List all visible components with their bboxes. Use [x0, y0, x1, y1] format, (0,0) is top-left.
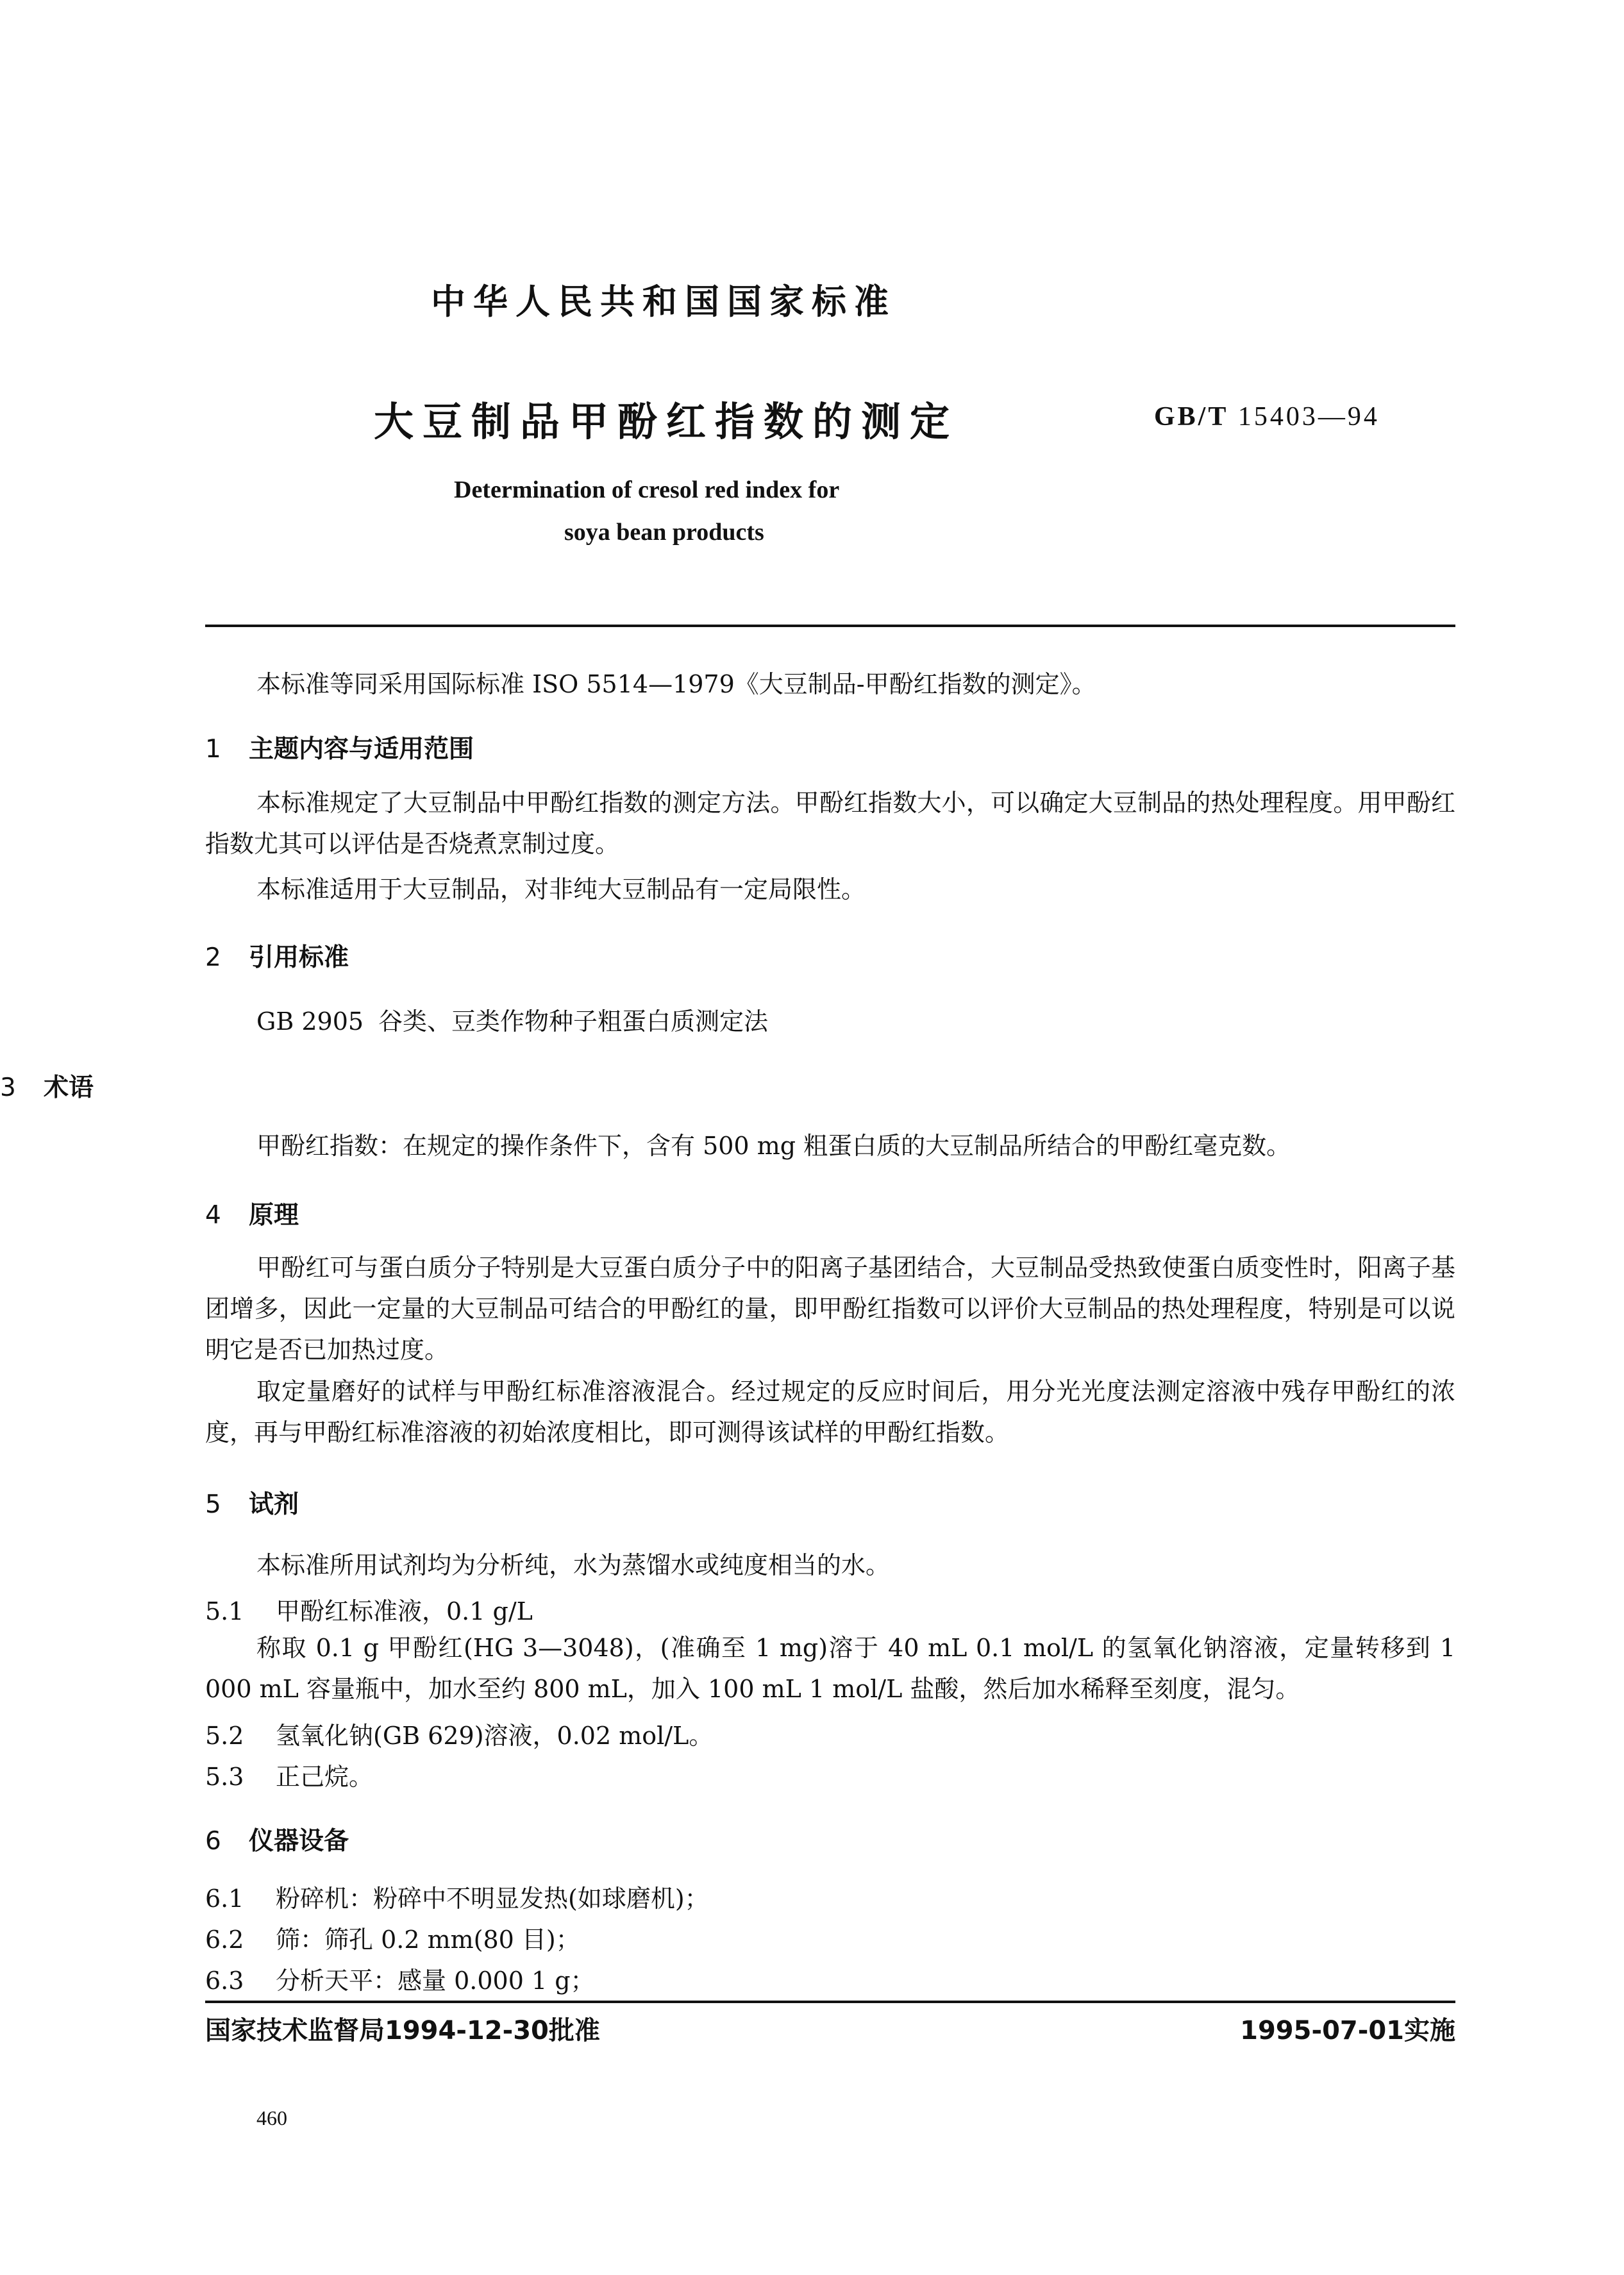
section-2-heading: [205, 937, 349, 973]
section-number: 5: [205, 1490, 221, 1519]
item-text: 分析天平：感量 0.000 1 g；: [276, 1967, 595, 1995]
section-number: 1: [205, 735, 221, 764]
item-6-2: [205, 1920, 580, 1955]
section-title: 试剂: [249, 1490, 299, 1519]
standard-number: [1154, 401, 1380, 432]
item-number: 6.1: [205, 1885, 244, 1913]
approval-note: 国家技术监督局1994-12-30批准: [205, 2016, 600, 2045]
header-divider: [205, 625, 1455, 627]
item-6-3: [205, 1961, 595, 1996]
item-text: 甲酚红标准液，0.1 g/L: [276, 1597, 533, 1625]
item-text: 粉碎机：粉碎中不明显发热(如球磨机)；: [276, 1885, 709, 1913]
english-title-line2: soya bean products: [564, 519, 764, 546]
section-number: 3: [0, 1073, 16, 1102]
item-text: 正己烷。: [276, 1763, 374, 1791]
section-3-paragraph: 甲酚红指数：在规定的操作条件下，含有 500 mg 粗蛋白质的大豆制品所结合的甲酚红毫克数。: [256, 1132, 1291, 1160]
item-text: 筛：筛孔 0.2 mm(80 目)；: [276, 1926, 580, 1954]
section-title: 仪器设备: [249, 1827, 349, 1856]
implementation-date: 1995-07-01实施: [1240, 2016, 1455, 2045]
item-5-3: [205, 1757, 373, 1792]
section-5-paragraph: 本标准所用试剂均为分析纯，水为蒸馏水或纯度相当的水。: [256, 1551, 891, 1579]
section-3-heading: [0, 1068, 94, 1104]
section-6-heading: [205, 1821, 349, 1857]
item-6-1: [205, 1879, 709, 1914]
item-number: 6.2: [205, 1926, 244, 1954]
section-number: 2: [205, 943, 221, 972]
item-5-1: [205, 1591, 533, 1627]
intro-paragraph: 本标准等同采用国际标准 ISO 5514—1979《大豆制品-甲酚红指数的测定》。: [256, 670, 1096, 698]
section-5-heading: [205, 1484, 299, 1520]
standard-code: 15403—94: [1237, 402, 1380, 432]
section-4-paragraph-1: 甲酚红可与蛋白质分子特别是大豆蛋白质分子中的阳离子基团结合，大豆制品受热致使蛋白质变性时，阳离子基团增多，因此一定量的大豆制品可结合的甲酚红的量，即甲酚红指数可以评价大豆制品的热处理程度，特别是可以说明它是否已加热过度。: [205, 1254, 1455, 1364]
section-title: 主题内容与适用范围: [249, 735, 474, 764]
standard-prefix: GB/T: [1154, 402, 1229, 432]
item-5-2: [205, 1716, 713, 1751]
english-title-line1: Determination of cresol red index for: [454, 476, 840, 503]
section-4-heading: [205, 1195, 299, 1231]
footer-divider: [205, 2001, 1455, 2003]
section-number: 4: [205, 1201, 221, 1230]
reference-code: GB 2905: [256, 1007, 364, 1036]
document-title: 大豆制品甲酚红指数的测定: [374, 398, 959, 445]
section-number: 6: [205, 1827, 221, 1856]
item-number: 5.1: [205, 1597, 244, 1625]
item-number: 5.2: [205, 1722, 244, 1750]
national-standard-heading: 中华人民共和国国家标准: [431, 281, 896, 322]
section-title: 原理: [249, 1201, 299, 1230]
reference-title: 谷类、豆类作物种子粗蛋白质测定法: [378, 1007, 769, 1036]
section-4-paragraph-2: 取定量磨好的试样与甲酚红标准溶液混合。经过规定的反应时间后，用分光光度法测定溶液中残存甲酚红的浓度，再与甲酚红标准溶液的初始浓度相比，即可测得该试样的甲酚红指数。: [205, 1377, 1455, 1447]
page-number: 460: [256, 2106, 287, 2129]
section-title: 术语: [44, 1073, 94, 1102]
section-title: 引用标准: [249, 943, 349, 972]
section-1-paragraph-2: 本标准适用于大豆制品，对非纯大豆制品有一定局限性。: [256, 875, 866, 903]
section-1-heading: [205, 729, 474, 765]
item-number: 6.3: [205, 1967, 244, 1995]
reference-entry: [256, 1002, 768, 1037]
item-number: 5.3: [205, 1763, 244, 1791]
section-1-paragraph-1: 本标准规定了大豆制品中甲酚红指数的测定方法。甲酚红指数大小，可以确定大豆制品的热处理程度。用甲酚红指数尤其可以评估是否烧煮烹制过度。: [205, 789, 1455, 858]
item-text: 氢氧化钠(GB 629)溶液，0.02 mol/L。: [276, 1722, 714, 1750]
item-5-1-paragraph: 称取 0.1 g 甲酚红(HG 3—3048)，(准确至 1 mg)溶于 40 mL 0.1 mol/L 的氢氧化钠溶液，定量转移到 1 000 mL 容量瓶中，加水至约 800 mL，加入 100 mL 1 mol/L 盐酸，然后加水稀释至刻度，混匀。: [205, 1634, 1455, 1703]
